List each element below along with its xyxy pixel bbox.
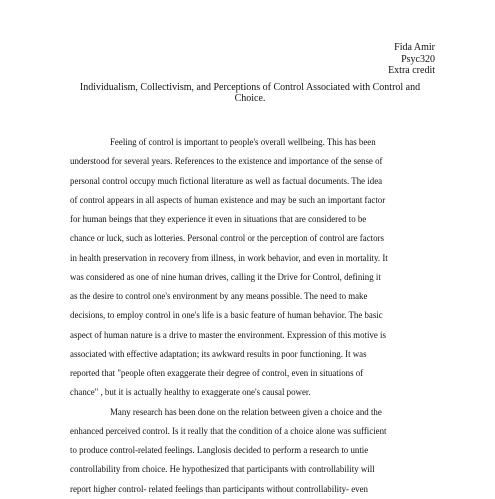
text-line: decisions, to employ control in one's life is a basic feature of human behavior. The basic <box>70 310 383 321</box>
title-line-2: Choice. <box>234 93 266 104</box>
document-title <box>70 82 430 104</box>
author-header <box>388 42 435 77</box>
assignment-label: Extra credit <box>388 65 435 76</box>
text-line: Feeling of control is important to people's overall wellbeing. This has been <box>110 137 376 147</box>
title-line-1: Individualism, Collectivism, and Perceptions of Control Associated with Control and <box>79 82 421 93</box>
text-line: chance or luck, such as lotteries. Personal control or the perception of control are factors <box>70 233 384 244</box>
text-line: Many research has been done on the relation between given a choice and the <box>110 406 382 417</box>
text-line: in health preservation in recovery from illness, in work behavior, and even in mortality. It <box>70 252 388 263</box>
text-line: to produce control-related feelings. Langlosis decided to perform a research to untie <box>70 445 369 455</box>
text-line: aspect of human nature is a drive to master the environment. Expression of this motive is <box>70 329 386 340</box>
document-body <box>70 133 428 499</box>
text-line: controllability from choice. He hypothesized that participants with controllability will <box>70 464 375 475</box>
text-line: enhanced perceived control. Is it really that the condition of a choice alone was sufficient <box>70 425 387 436</box>
text-line: report higher control- related feelings than participants without controllability- even <box>70 483 368 494</box>
text-line: chance" , but it is actually healthy to exaggerate one's causal power. <box>70 387 311 398</box>
text-line: was considered as one of nine human drives, calling it the Drive for Control, defining it <box>70 271 381 282</box>
paragraph-2 <box>70 403 428 499</box>
course-code: Psyc320 <box>401 53 435 65</box>
author-name: Fida Amir <box>394 42 435 53</box>
text-line: personal control occupy much fictional literature as well as factual documents. The idea <box>70 175 383 186</box>
text-line: as the desire to control one's environment by any means possible. The need to make <box>70 291 368 301</box>
text-line: for human beings that they experience it even in situations that are considered to be <box>70 214 367 224</box>
paragraph-1 <box>70 133 428 403</box>
text-line: associated with effective adaptation; its awkward results in poor functioning. It was <box>70 348 367 359</box>
text-line: understood for several years. References to the existence and importance of the sense of <box>70 156 383 167</box>
text-line: reported that "people often exaggerate their degree of control, even in situations of <box>70 368 364 378</box>
text-line: of control appears in all aspects of human existence and may be such an important factor <box>70 194 386 205</box>
